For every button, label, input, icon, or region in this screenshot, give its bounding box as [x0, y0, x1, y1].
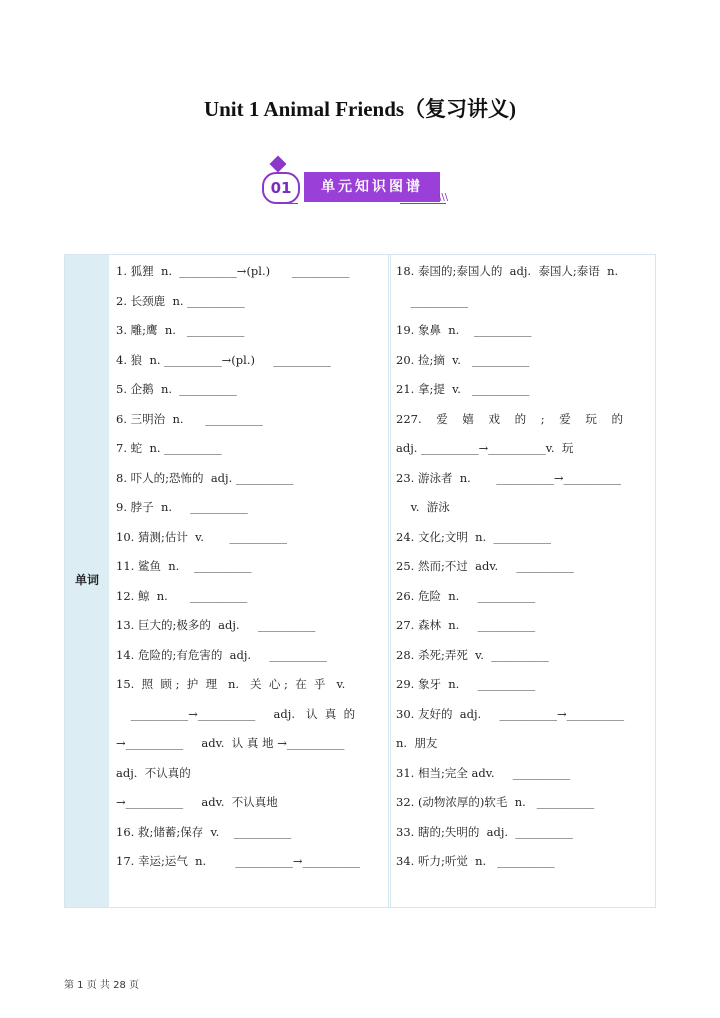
section-badge — [260, 160, 465, 210]
vocab-line: 4. 狼 n. __________→(pl.) __________ — [116, 352, 331, 367]
vocab-line: 227. 爱 嬉 戏 的 ; 爱 玩 的 — [396, 411, 623, 426]
vocab-line: 9. 脖子 n. __________ — [116, 500, 248, 514]
vocab-line: →__________ adv. 认 真 地 →__________ — [116, 736, 345, 750]
vocab-line: 15. 照 顾 ; 护 理 n. 关 心 ; 在 乎 v. — [116, 677, 346, 691]
vocab-line: 17. 幸运;运气 n. __________→__________ — [116, 854, 361, 868]
vocab-line: 33. 瞎的;失明的 adj. __________ — [396, 824, 573, 839]
vocab-line: 11. 鲨鱼 n. __________ — [116, 559, 252, 573]
vocab-line: adj. __________→__________v. 玩 — [396, 441, 574, 455]
right-column — [390, 255, 656, 907]
vocab-line: v. 游泳 — [396, 500, 450, 514]
vocab-line: 18. 泰国的;泰国人的 adj. 泰国人;泰语 n. — [396, 264, 619, 278]
section-label: 单元知识图谱 — [304, 172, 440, 202]
vocab-line: 31. 相当;完全 adv. __________ — [396, 765, 571, 780]
vocab-table — [64, 254, 656, 908]
vocab-line: 3. 雕;鹰 n. __________ — [116, 323, 245, 337]
vocab-line: 13. 巨大的;极多的 adj. __________ — [116, 618, 316, 632]
vocab-line: 32. (动物浓厚的)软毛 n. __________ — [396, 795, 595, 809]
page-title: Unit 1 Animal Friends（复习讲义) — [203, 97, 517, 121]
vocab-line: 25. 然而;不过 adv. __________ — [396, 559, 574, 573]
vocab-line: 5. 企鹅 n. __________ — [116, 382, 237, 396]
vocab-line: →__________ adv. 不认真地 — [116, 795, 278, 809]
vocab-line: 6. 三明治 n. __________ — [116, 411, 263, 426]
vocab-line: 27. 森林 n. __________ — [396, 618, 536, 632]
page-footer: 第 1 页 共 28 页 — [64, 980, 139, 991]
left-column — [109, 255, 389, 907]
vocab-line: 24. 文化;文明 n. __________ — [396, 529, 552, 544]
slash-decoration: \\\ — [438, 192, 449, 203]
vocab-line: 34. 听力;听觉 n. __________ — [396, 854, 555, 868]
vocab-line: __________ — [396, 293, 469, 308]
underline-decoration — [284, 203, 298, 204]
vocab-line: 2. 长颈鹿 n. __________ — [116, 293, 245, 308]
vocab-line: __________→__________ adj. 认 真 的 — [116, 706, 356, 721]
vocab-line: 10. 猜测;估计 v. __________ — [116, 529, 288, 544]
vocab-line: 23. 游泳者 n. __________→__________ — [396, 470, 622, 485]
vocab-line: 19. 象鼻 n. __________ — [396, 323, 532, 337]
vocab-line: 26. 危险 n. __________ — [396, 588, 536, 603]
vocab-line: 28. 杀死;弄死 v. __________ — [396, 647, 549, 662]
vocab-line: 14. 危险的;有危害的 adj. __________ — [116, 647, 327, 662]
vocab-line: 21. 拿;提 v. __________ — [396, 382, 530, 396]
section-number: 01 — [262, 172, 300, 204]
category-cell — [65, 255, 109, 907]
vocab-line: 8. 吓人的;恐怖的 adj. __________ — [116, 470, 294, 485]
underline-decoration — [400, 203, 446, 204]
vocab-line: 1. 狐狸 n. __________→(pl.) __________ — [116, 264, 350, 278]
vocab-line: 7. 蛇 n. __________ — [116, 441, 222, 455]
vocab-line: n. 朋友 — [396, 736, 438, 750]
diamond-icon — [270, 156, 287, 173]
vocab-line: 30. 友好的 adj. __________→__________ — [396, 706, 625, 721]
vocab-line: adj. 不认真的 — [116, 765, 191, 780]
category-label: 单词 — [74, 573, 99, 587]
vocab-line: 29. 象牙 n. __________ — [396, 677, 536, 691]
vocab-line: 20. 捡;摘 v. __________ — [396, 352, 530, 367]
vocab-line: 12. 鲸 n. __________ — [116, 588, 248, 603]
vocab-line: 16. 救;储蓄;保存 v. __________ — [116, 824, 292, 839]
